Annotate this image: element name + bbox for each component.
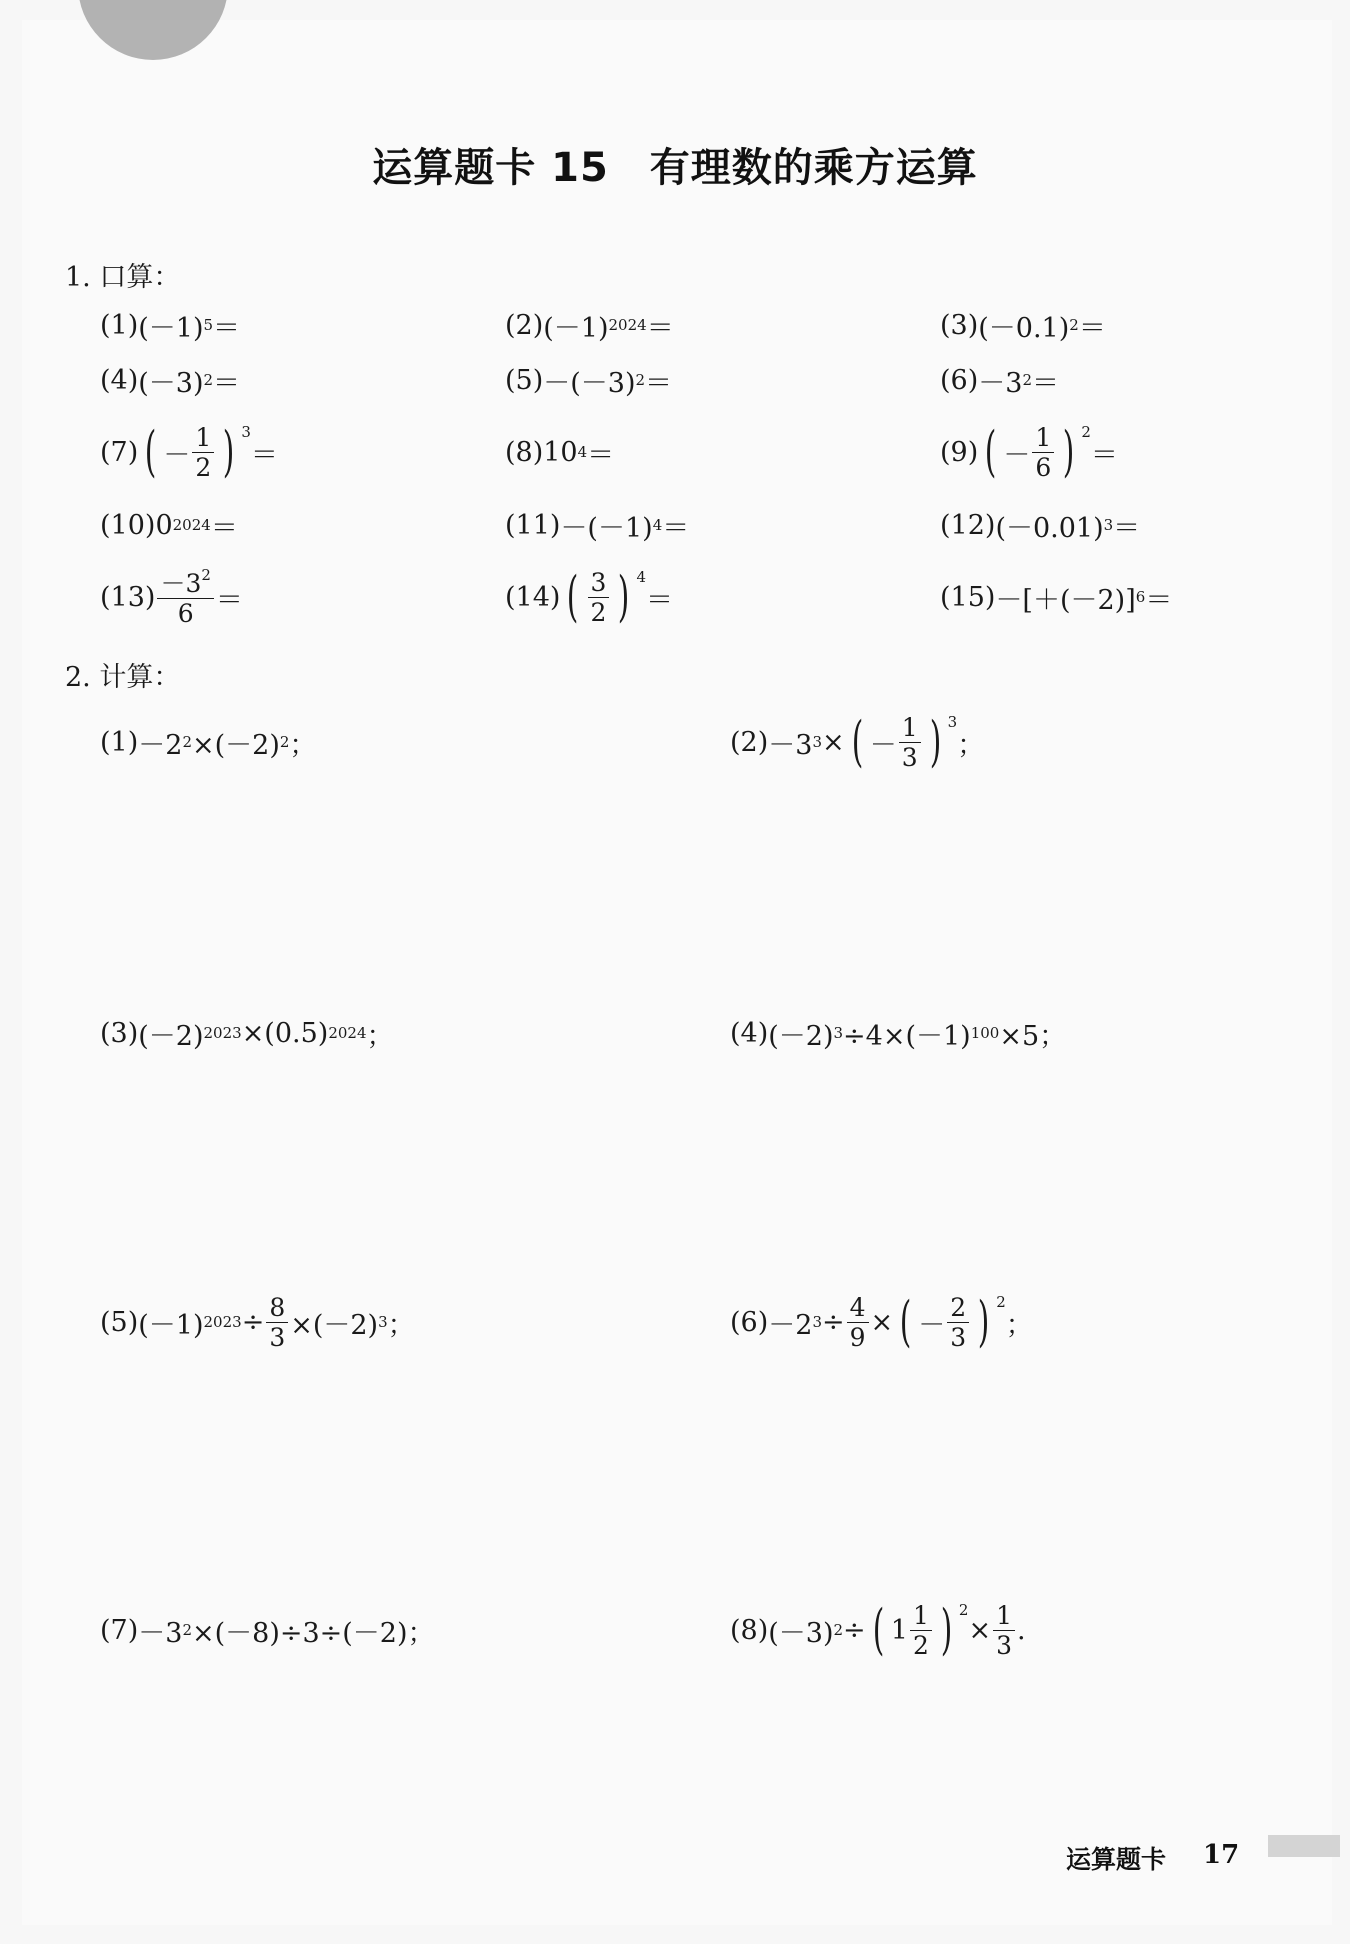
fraction: $\frac{2}{3}$ (947, 1295, 969, 1350)
item-number: (12) (940, 509, 996, 541)
item-number: (1) (100, 726, 139, 758)
item-number: (6) (730, 1306, 769, 1338)
calc-item-7: (7) －3 2 ×(－8)÷3÷(－2)； (100, 1614, 435, 1649)
fraction: $\frac{-3^2}{6}$ (157, 568, 213, 626)
fraction: $\frac{8}{3}$ (266, 1295, 288, 1350)
item-number: (4) (730, 1017, 769, 1049)
item-number: (2) (730, 726, 769, 758)
oral-item-9: (9) ( － $\frac{1}{6}$ ) 2 ＝ (940, 420, 1118, 483)
calc-item-2: (2) －3 3 × ( － $\frac{1}{3}$ ) 3 ； (730, 710, 985, 773)
item-number: (8) (730, 1614, 769, 1646)
oral-item-13: (13) $\frac{-3^2}{6}$ ＝ (100, 566, 243, 628)
item-number: (9) (940, 436, 979, 468)
item-number: (7) (100, 436, 139, 468)
fraction: $\frac{1}{2}$ (910, 1603, 932, 1658)
item-number: (10) (100, 509, 156, 541)
fraction: $\frac{1}{3}$ (993, 1603, 1015, 1658)
calc-item-8: (8) (－3) 2 ÷ ( 1 $\frac{1}{2}$ ) 2 × $\frac{1}{3}$ . (730, 1598, 1026, 1661)
calc-item-4: (4) (－2) 3 ÷4×(－1) 100 ×5； (730, 1017, 1067, 1052)
item-number: (3) (940, 309, 979, 341)
footer-label: 运算题卡 (1066, 1845, 1167, 1874)
item-number: (4) (100, 364, 139, 396)
item-number: (5) (505, 364, 544, 396)
fraction: $\frac{1}{2}$ (192, 425, 214, 480)
fraction: $\frac{4}{9}$ (847, 1295, 869, 1350)
oral-item-12: (12) (－0.01) 3 ＝ (940, 509, 1141, 544)
item-number: (6) (940, 364, 979, 396)
oral-item-11: (11) －(－1) 4 ＝ (505, 509, 690, 544)
page-number: 17 (1203, 1840, 1240, 1870)
oral-item-10: (10) 0 2024 ＝ (100, 509, 238, 544)
item-number: (5) (100, 1306, 139, 1338)
fraction: $\frac{1}{6}$ (1032, 425, 1054, 480)
fraction: $\frac{1}{3}$ (899, 715, 921, 770)
oral-item-14: (14) ( $\frac{3}{2}$ ) 4 ＝ (505, 565, 674, 628)
oral-item-8: (8) 10 4 ＝ (505, 436, 615, 471)
calc-item-6: (6) －2 3 ÷ $\frac{4}{9}$ × ( － $\frac{2}{3}$ ) 2 ； (730, 1290, 1033, 1353)
oral-item-2: (2) (－1) 2024 ＝ (505, 309, 674, 344)
item-number: (7) (100, 1614, 139, 1646)
item-number: (13) (100, 581, 156, 613)
item-number: (1) (100, 309, 139, 341)
calc-item-5: (5) (－1) 2023 ÷ $\frac{8}{3}$ ×(－2) 3 ； (100, 1292, 415, 1352)
oral-item-15: (15) －[＋(－2)] 6 ＝ (940, 581, 1173, 616)
oral-item-5: (5) －(－3) 2 ＝ (505, 364, 673, 399)
section-2-heading: 2. 计算： (65, 662, 181, 693)
item-number: (8) (505, 436, 544, 468)
oral-item-1: (1) (－1) 5 ＝ (100, 309, 241, 344)
oral-item-6: (6) －3 2 ＝ (940, 364, 1059, 399)
calc-item-1: (1) －2 2 ×(－2) 2 ； (100, 726, 317, 761)
item-number: (15) (940, 581, 996, 613)
fraction: $\frac{3}{2}$ (588, 570, 610, 625)
section-1-heading: 1. 口算： (65, 262, 181, 293)
page-title: 运算题卡 15 有理数的乘方运算 (372, 145, 978, 191)
calc-item-3: (3) (－2) 2023 ×(0.5) 2024 ； (100, 1017, 394, 1052)
item-number: (11) (505, 509, 561, 541)
item-number: (3) (100, 1017, 139, 1049)
item-number: (2) (505, 309, 544, 341)
oral-item-4: (4) (－3) 2 ＝ (100, 364, 241, 399)
item-number: (14) (505, 581, 561, 613)
oral-item-7: (7) ( － $\frac{1}{2}$ ) 3 ＝ (100, 420, 278, 483)
oral-item-3: (3) (－0.1) 2 ＝ (940, 309, 1106, 344)
footer-decor-bar (1268, 1835, 1340, 1857)
